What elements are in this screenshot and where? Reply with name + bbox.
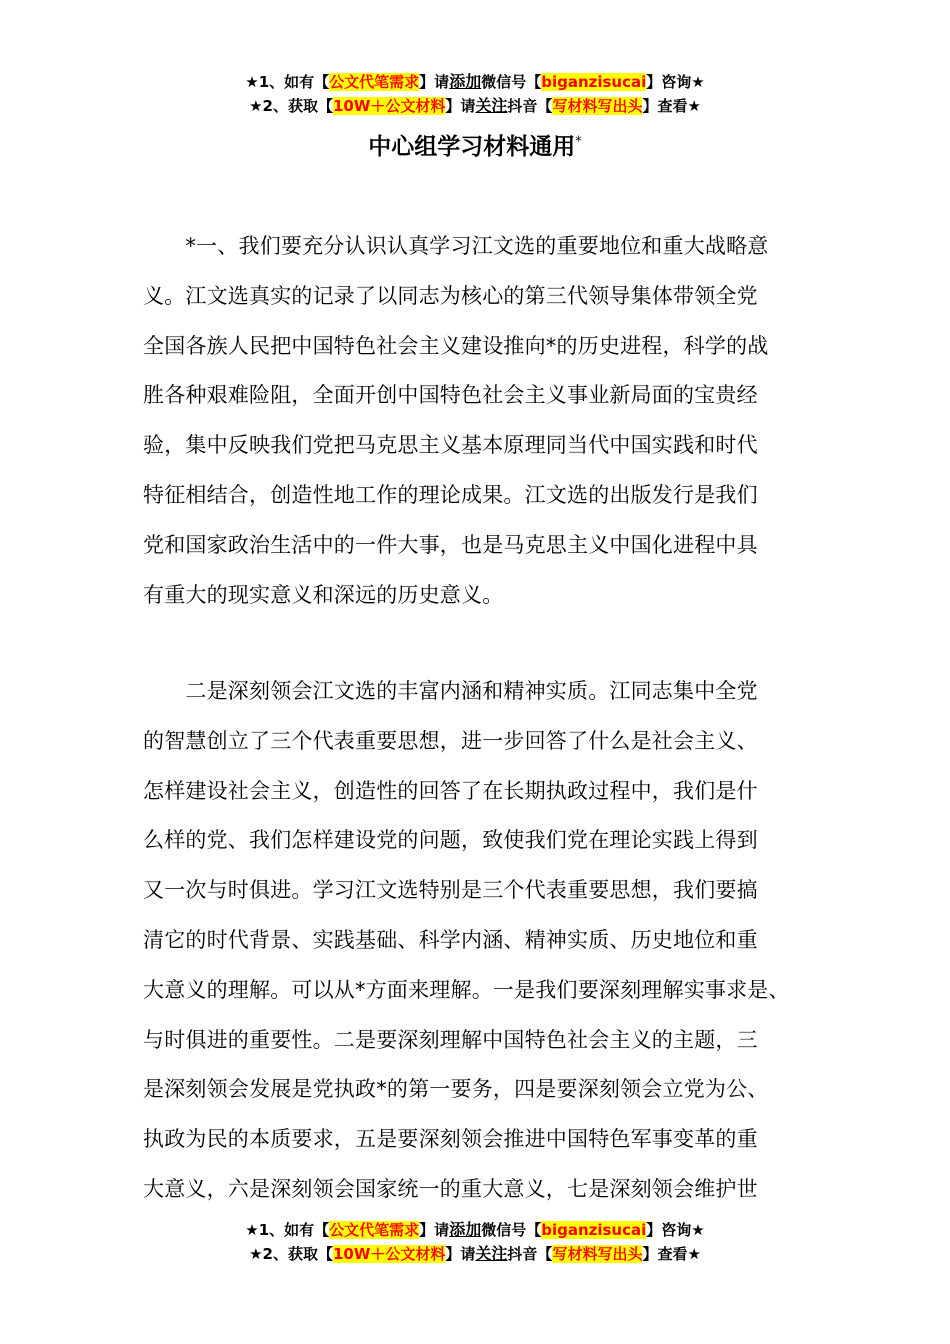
banner-text: 】查看★: [642, 97, 701, 115]
banner-text: 】请: [445, 1245, 476, 1263]
banner-highlight: biganzisucai: [541, 73, 647, 91]
paragraph-line: 党和国家政治生活中的一件大事，也是马克思主义中国化进程中具: [143, 532, 758, 557]
paragraph-line: 大意义的理解。可以从*方面来理解。一是我们要深刻理解实事求是、: [143, 977, 790, 1002]
banner-highlight: 写材料写出头: [552, 97, 643, 115]
title-text: 中心组学习材料通用: [368, 134, 576, 160]
banner-highlight: 10W＋公文材料: [332, 1245, 446, 1263]
banner-highlight: 10W＋公文材料: [332, 97, 446, 115]
paragraph-line: 与时俱进的重要性。二是要深刻理解中国特色社会主义的主题，三: [143, 1027, 758, 1052]
banner-line-1: [0, 70, 950, 94]
banner-underline: 关注: [475, 96, 508, 115]
banner-text: 】请: [419, 1221, 450, 1239]
banner-underline: 添加: [449, 72, 482, 91]
title-mark: *: [575, 134, 582, 150]
banner-highlight: 公文代笔需求: [329, 1221, 420, 1239]
paragraph-line: 特征相结合，创造性地工作的理论成果。江文选的出版发行是我们: [143, 482, 758, 507]
paragraph-line: 胜各种艰难险阻，全面开创中国特色社会主义事业新局面的宝贵经: [143, 383, 758, 408]
banner-text: 微信号【: [481, 73, 542, 91]
banner-text: 微信号【: [481, 1221, 542, 1239]
paragraph-line: 清它的时代背景、实践基础、科学内涵、精神实质、历史地位和重: [143, 927, 758, 952]
footer-banner: [0, 1218, 950, 1266]
banner-line-1: [0, 1218, 950, 1242]
banner-underline: 添加: [449, 1220, 482, 1239]
banner-text: 】咨询★: [646, 73, 705, 91]
paragraph-line: 大意义，六是深刻领会国家统一的重大意义，七是深刻领会维护世: [143, 1176, 758, 1201]
banner-highlight: 公文代笔需求: [329, 73, 420, 91]
paragraph-line: 二是深刻领会江文选的丰富内涵和精神实质。江同志集中全党: [143, 679, 758, 703]
banner-text: ★1、如有【: [245, 1221, 330, 1239]
paragraph-line: 有重大的现实意义和深远的历史意义。: [143, 582, 504, 607]
banner-text: 】查看★: [642, 1245, 701, 1263]
banner-line-2: [0, 1242, 950, 1266]
banner-underline: 关注: [475, 1244, 508, 1263]
banner-line-2: [0, 94, 950, 118]
paragraph-line: 是深刻领会发展是党执政*的第一要务，四是要深刻领会立党为公、: [143, 1077, 769, 1102]
paragraph-line: 验，集中反映我们党把马克思主义基本原理同当代中国实践和时代: [143, 433, 758, 458]
banner-text: 】咨询★: [646, 1221, 705, 1239]
banner-text: ★1、如有【: [245, 73, 330, 91]
document-title: [0, 128, 950, 161]
banner-text: 抖音【: [507, 97, 553, 115]
paragraph-line: 怎样建设社会主义，创造性的回答了在长期执政过程中，我们是什: [143, 778, 758, 803]
header-banner: [0, 70, 950, 118]
paragraph-line: *一、我们要充分认识认真学习江文选的重要地位和重大战略意: [143, 234, 769, 258]
paragraph-line: 么样的党、我们怎样建设党的问题，致使我们党在理论实践上得到: [143, 828, 758, 853]
banner-text: 】请: [445, 97, 476, 115]
paragraph-line: 又一次与时俱进。学习江文选特别是三个代表重要思想，我们要搞: [143, 878, 758, 903]
banner-text: 抖音【: [507, 1245, 553, 1263]
paragraph-line: 义。江文选真实的记录了以同志为核心的第三代领导集体带领全党: [143, 283, 758, 308]
banner-highlight: biganzisucai: [541, 1221, 647, 1239]
banner-text: 】请: [419, 73, 450, 91]
paragraph-1: [143, 222, 811, 620]
banner-highlight: 写材料写出头: [552, 1245, 643, 1263]
paragraph-line: 执政为民的本质要求，五是要深刻领会推进中国特色军事变革的重: [143, 1127, 758, 1152]
paragraph-line: 全国各族人民把中国特色社会主义建设推向*的历史进程，科学的战: [143, 333, 769, 358]
paragraph-2: [143, 667, 811, 1215]
paragraph-line: 的智慧创立了三个代表重要思想，进一步回答了什么是社会主义、: [143, 728, 758, 753]
banner-text: ★2、获取【: [249, 1245, 333, 1263]
banner-text: ★2、获取【: [249, 97, 333, 115]
